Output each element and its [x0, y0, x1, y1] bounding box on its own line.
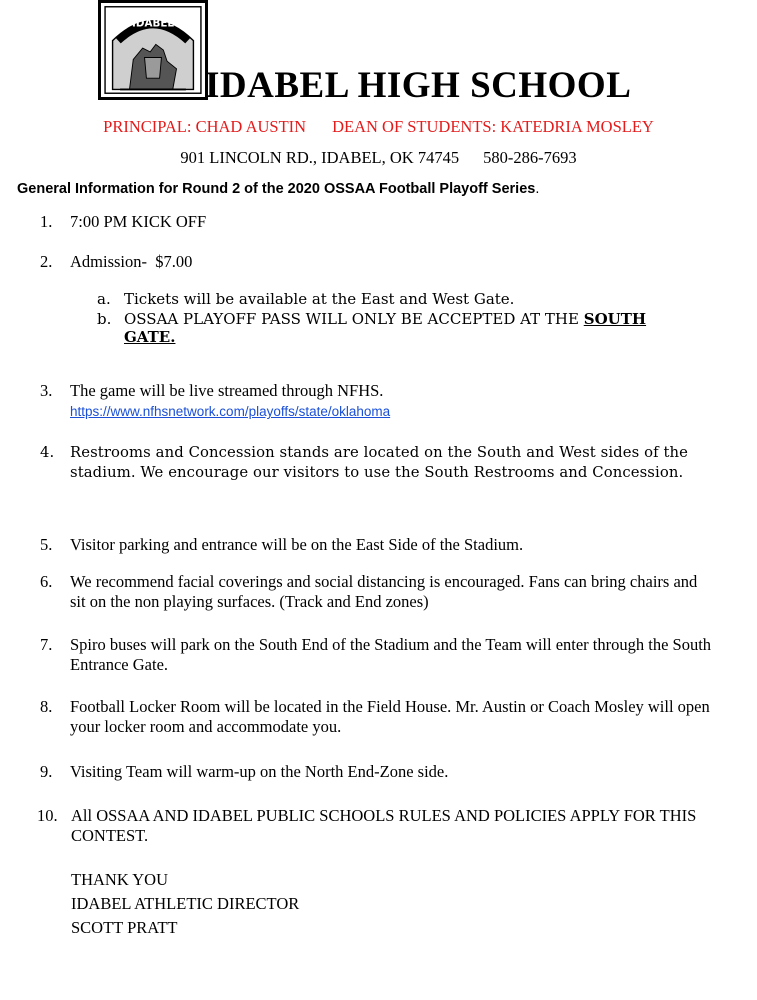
list-number: 10.: [37, 806, 58, 825]
list-text: Admission- $7.00: [70, 252, 193, 271]
general-info-heading: [17, 181, 539, 197]
closing-block: [71, 868, 299, 940]
list-number: 4.: [40, 444, 55, 461]
school-name: IDABEL HIGH SCHOOL: [205, 65, 632, 106]
list-number: 6.: [40, 572, 53, 591]
principal-name: PRINCIPAL: CHAD AUSTIN: [103, 117, 307, 136]
list-number: 5.: [40, 535, 53, 554]
list-number: 1.: [40, 212, 53, 231]
list-item: [40, 252, 730, 272]
general-info-bold: General Information for Round 2 of the 2020 OSSAA Football Playoff Series: [17, 181, 536, 197]
list-text: Visiting Team will warm-up on the North End-Zone side.: [70, 762, 449, 781]
list-text: Spiro buses will park on the South End of the Stadium and the Team will enter through the South Entrance Gate.: [70, 635, 712, 674]
list-text: Football Locker Room will be located in the Field House. Mr. Austin or Coach Mosley will open your locker room and accommodate you.: [70, 697, 710, 736]
staff-line: [0, 117, 757, 137]
sub-list-text: Tickets will be available at the East and West Gate.: [124, 290, 515, 308]
list-item: [40, 572, 715, 612]
list-text: 7:00 PM KICK OFF: [70, 212, 207, 231]
address-line: [0, 148, 757, 168]
list-item: [40, 762, 730, 782]
list-number: 3.: [40, 381, 53, 400]
closing-thank-you: THANK YOU: [71, 870, 169, 889]
list-text: Visitor parking and entrance will be on the East Side of the Stadium.: [70, 535, 524, 554]
south-gate-emphasis: SOUTH GATE.: [124, 310, 647, 346]
sub-list-letter: a.: [97, 290, 111, 308]
address: 901 LINCOLN RD., IDABEL, OK 74745: [180, 148, 460, 167]
sub-list-item: [97, 310, 687, 346]
dean-name: DEAN OF STUDENTS: KATEDRIA MOSLEY: [332, 117, 654, 136]
list-number: 9.: [40, 762, 53, 781]
list-text: All OSSAA AND IDABEL PUBLIC SCHOOLS RULES AND POLICIES APPLY FOR THIS CONTEST.: [71, 806, 697, 845]
list-item: [40, 697, 715, 737]
list-number: 7.: [40, 635, 53, 654]
list-text: We recommend facial coverings and social distancing is encouraged. Fans can bring chairs and sit on the non playing surfaces. (Track and End zones): [70, 572, 698, 611]
list-text: Restrooms and Concession stands are located on the South and West sides of the stadium. We encourage our visitors to use the South Restrooms and Concession.: [70, 444, 689, 481]
list-number: 8.: [40, 697, 53, 716]
list-item: [40, 212, 730, 232]
list-number: 2.: [40, 252, 53, 271]
nfhs-stream-link[interactable]: https://www.nfhsnetwork.com/playoffs/state/oklahoma: [70, 404, 391, 419]
sub-list-text: OSSAA PLAYOFF PASS WILL ONLY BE ACCEPTED AT THE: [124, 310, 584, 328]
logo-text: IDABEL: [132, 17, 174, 30]
school-logo: [98, 0, 208, 100]
list-item: [40, 443, 690, 482]
list-item: [40, 535, 730, 555]
general-info-tail: .: [535, 181, 540, 197]
closing-title: IDABEL ATHLETIC DIRECTOR: [71, 894, 300, 913]
sub-list-item: [97, 290, 697, 308]
list-item: [37, 806, 727, 846]
warrior-logo-icon: [101, 3, 205, 97]
closing-signer: SCOTT PRATT: [71, 918, 178, 937]
phone-number: 580-286-7693: [483, 148, 577, 167]
list-text: The game will be live streamed through NFHS.: [70, 381, 384, 400]
list-item: [40, 381, 730, 422]
list-item: [40, 635, 715, 675]
sub-list-letter: b.: [97, 310, 112, 328]
